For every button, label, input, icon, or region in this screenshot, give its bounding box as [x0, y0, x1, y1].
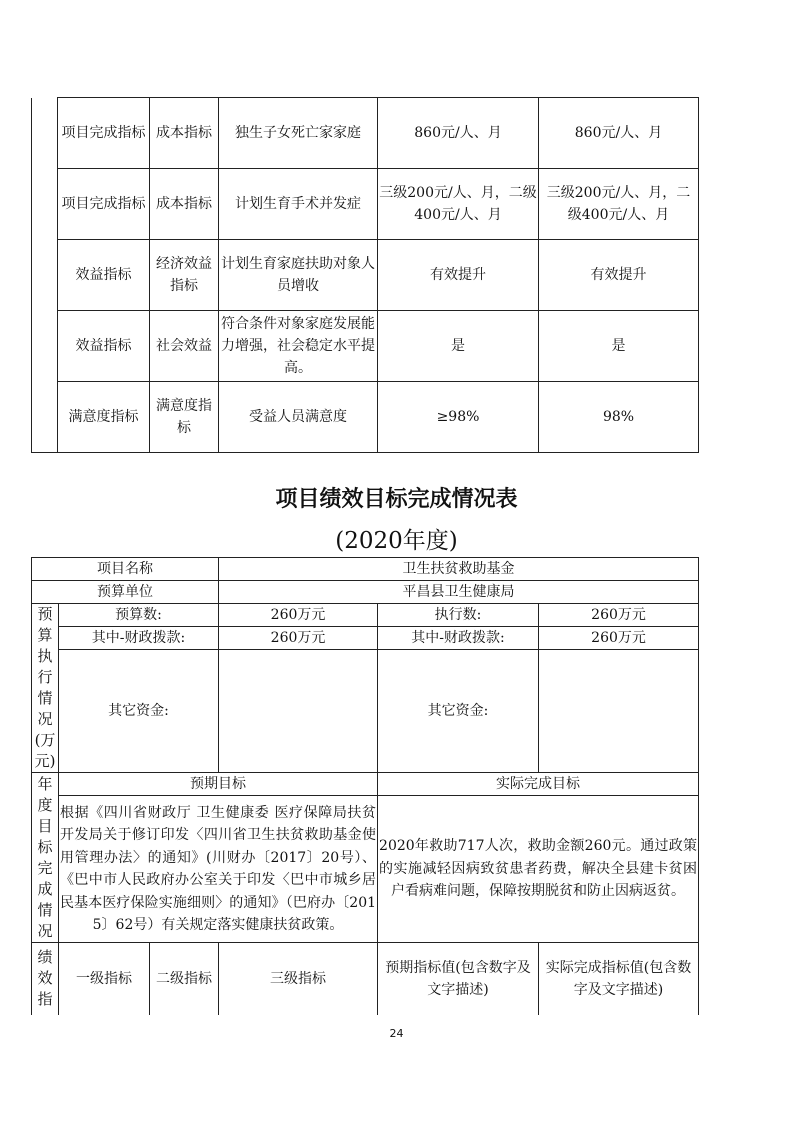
- project-name-label: 项目名称: [32, 558, 219, 581]
- budget-value: 260万元: [219, 604, 378, 627]
- expected-value-cell: ≥98%: [378, 382, 539, 453]
- level2-cell: 成本指标: [150, 169, 219, 240]
- header-level3: 三级指标: [219, 943, 378, 1015]
- actual-value-cell: 有效提升: [539, 240, 699, 311]
- page-number: 24: [389, 1027, 404, 1040]
- other-funds-value: [219, 650, 378, 773]
- table-row: [32, 240, 699, 311]
- header-level2: 二级指标: [150, 943, 219, 1015]
- expected-value-cell: 是: [378, 311, 539, 382]
- budget-unit-value: 平昌县卫生健康局: [219, 581, 699, 604]
- level2-cell: 成本指标: [150, 98, 219, 169]
- other-funds-label: 其它资金:: [59, 650, 219, 773]
- table-row: [32, 98, 699, 169]
- budget-unit-label: 预算单位: [32, 581, 219, 604]
- level3-cell: 计划生育家庭扶助对象人员增收: [219, 240, 378, 311]
- goal-section-label: 年度目标完成情况: [32, 773, 59, 943]
- table-row: [32, 604, 699, 627]
- expected-value-cell: 三级200元/人、月，二级400元/人、月: [378, 169, 539, 240]
- table-row: [32, 311, 699, 382]
- table-row: [32, 169, 699, 240]
- executed-value: 260万元: [539, 604, 699, 627]
- level3-cell: 受益人员满意度: [219, 382, 378, 453]
- actual-value-cell: 三级200元/人、月，二级400元/人、月: [539, 169, 699, 240]
- expected-goal-text: 根据《四川省财政厅 卫生健康委 医疗保障局扶贫开发局关于修订印发〈四川省卫生扶贫救助基金使用管理办法〉的通知》(川财办〔2017〕20号）、《巴中市人民政府办公室关于印发〈巴中市城乡居民基本医疗保险实施细则〉的通知》（巴府办〔2015〕62号）有关规定落实健康扶贫政策。: [59, 796, 378, 943]
- table-row: [32, 382, 699, 453]
- level3-cell: 计划生育手术并发症: [219, 169, 378, 240]
- table-row: [32, 773, 699, 796]
- level2-cell: 满意度指标: [150, 382, 219, 453]
- other-funds-label: 其它资金:: [378, 650, 539, 773]
- level3-cell: 符合条件对象家庭发展能力增强，社会稳定水平提高。: [219, 311, 378, 382]
- header-expected-value: 预期指标值(包含数字及文字描述): [378, 943, 539, 1015]
- level1-cell: 项目完成指标: [58, 98, 150, 169]
- actual-value-cell: 860元/人、月: [539, 98, 699, 169]
- level3-cell: 独生子女死亡家家庭: [219, 98, 378, 169]
- fiscal-label: 其中-财政拨款:: [59, 627, 219, 650]
- header-level1: 一级指标: [59, 943, 150, 1015]
- expected-goal-label: 预期目标: [59, 773, 378, 796]
- level1-cell: 项目完成指标: [58, 169, 150, 240]
- table-row: [32, 627, 699, 650]
- table-row: [32, 943, 699, 1015]
- actual-goal-text: 2020年救助717人次，救助金额260元。通过政策的实施减轻因病致贫患者药费，解决全县建卡贫困户看病难问题，保障按期脱贫和防止因病返贫。: [378, 796, 699, 943]
- level1-cell: 效益指标: [58, 240, 150, 311]
- header-actual-value: 实际完成指标值(包含数字及文字描述): [539, 943, 699, 1015]
- budget-label: 预算数:: [59, 604, 219, 627]
- expected-value-cell: 860元/人、月: [378, 98, 539, 169]
- project-name-value: 卫生扶贫救助基金: [219, 558, 699, 581]
- other-funds-value: [539, 650, 699, 773]
- blank-cell: [32, 98, 58, 453]
- perf-section-label: 绩效指: [32, 943, 59, 1015]
- performance-indicator-table-continued: [31, 97, 699, 453]
- executed-label: 执行数:: [378, 604, 539, 627]
- table-row: [32, 650, 699, 773]
- table-row: [32, 581, 699, 604]
- actual-goal-label: 实际完成目标: [378, 773, 699, 796]
- budget-section-label: 预算执行情况(万元): [32, 604, 59, 773]
- fiscal-value: 260万元: [219, 627, 378, 650]
- actual-value-cell: 是: [539, 311, 699, 382]
- level1-cell: 效益指标: [58, 311, 150, 382]
- table-row: [32, 796, 699, 943]
- level2-cell: 经济效益指标: [150, 240, 219, 311]
- page-title: 项目绩效目标完成情况表: [275, 487, 518, 512]
- expected-value-cell: 有效提升: [378, 240, 539, 311]
- page-subtitle: (2020年度): [335, 528, 458, 554]
- level2-cell: 社会效益: [150, 311, 219, 382]
- level1-cell: 满意度指标: [58, 382, 150, 453]
- fiscal-label: 其中-财政拨款:: [378, 627, 539, 650]
- fiscal-value: 260万元: [539, 627, 699, 650]
- table-row: [32, 558, 699, 581]
- performance-goal-table: [31, 557, 699, 1015]
- actual-value-cell: 98%: [539, 382, 699, 453]
